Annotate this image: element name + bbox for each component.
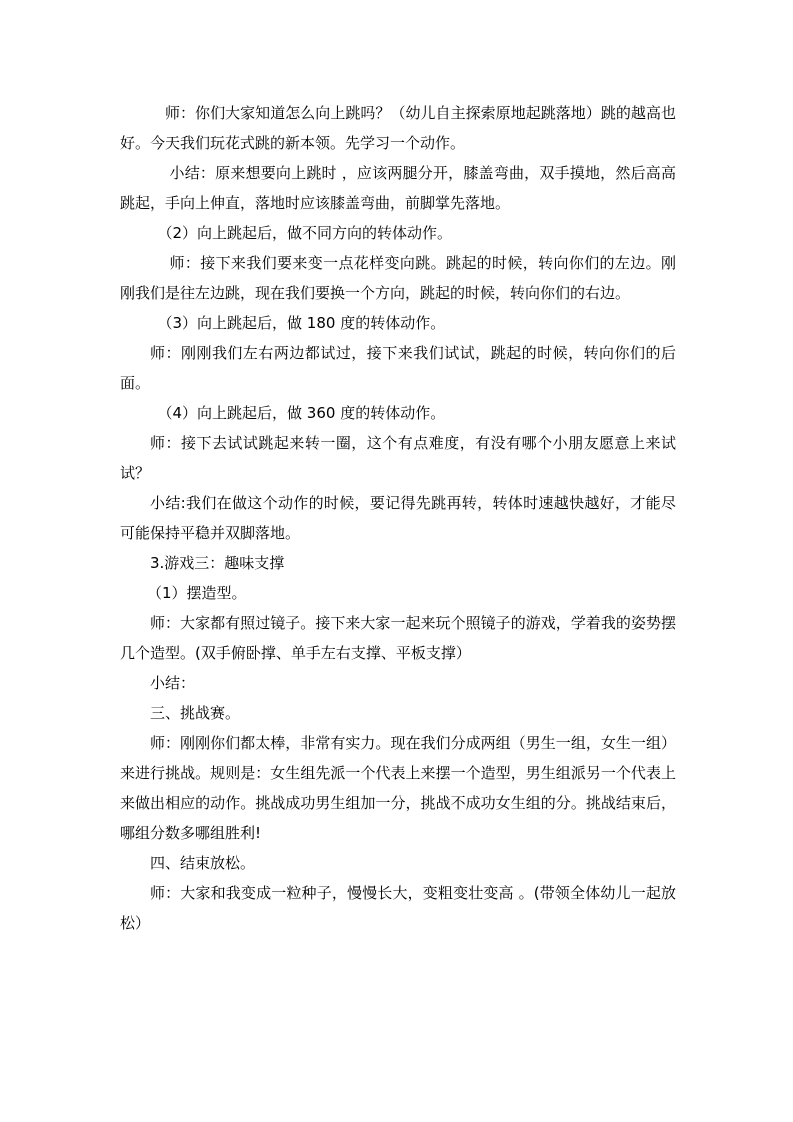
paragraph-teacher-full-turn: 师：接下去试试跳起来转一圈，这个有点难度，有没有哪个小朋友愿意上来试试？ [120,434,676,482]
paragraph-teacher-challenge-rules: 师：刚刚你们都太棒，非常有实力。现在我们分成两组（男生一组，女生一组）来进行挑战。规则是：女生组先派一个代表上来摆一个造型，男生组派另一个代表上来做出相应的动作。挑战成功男生组加一分，挑战不成功女生组的分。挑战结束后，哪组分数多哪组胜利! [120,734,676,842]
paragraph-teacher-turn-back: 师：刚刚我们左右两边都试过，接下来我们试试，跳起的时候，转向你们的后面。 [120,344,676,392]
paragraph-teacher-turn-direction: 师：接下来我们要来变一点花样变向跳。跳起的时候，转向你们的左边。刚刚我们是往左边跳，现在我们要换一个方向，跳起的时候，转向你们的右边。 [120,254,676,302]
document-body [120,98,676,938]
paragraph-summary-jump: 小结：原来想要向上跳时 ，应该两腿分开，膝盖弯曲，双手摸地，然后高高跳起，手向上伸直，落地时应该膝盖弯曲，前脚掌先落地。 [120,164,676,212]
paragraph-relax-heading: 四、结束放松。 [150,854,256,872]
paragraph-step-4-heading: （4）向上跳起后，做 360 度的转体动作。 [157,404,446,422]
paragraph-teacher-mirror-game: 师：大家都有照过镜子。接下来大家一起来玩个照镜子的游戏，学着我的姿势摆几个造型。(双手俯卧撑、单手左右支撑、平板支撑） [120,614,676,662]
paragraph-summary-turn: 小结:我们在做这个动作的时候，要记得先跳再转，转体时速越快越好，才能尽可能保持平稳并双脚落地。 [120,494,676,542]
paragraph-challenge-heading: 三、挑战赛。 [150,704,241,722]
paragraph-step-2-heading: （2）向上跳起后，做不同方向的转体动作。 [157,224,453,242]
paragraph-teacher-jump-intro: 师：你们大家知道怎么向上跳吗？（幼儿自主探索原地起跳落地）跳的越高也好。今天我们玩花式跳的新本领。先学习一个动作。 [120,104,676,152]
paragraph-summary-empty: 小结： [150,674,196,692]
paragraph-step-3-heading: （3）向上跳起后，做 180 度的转体动作。 [157,314,446,332]
paragraph-teacher-relax: 师：大家和我变成一粒种子，慢慢长大，变粗变壮变高 。(带领全体幼儿一起放松） [120,884,676,932]
paragraph-game-three-heading: 3.游戏三：趣味支撑 [150,554,285,572]
paragraph-pose-heading: （1）摆造型。 [147,584,247,602]
